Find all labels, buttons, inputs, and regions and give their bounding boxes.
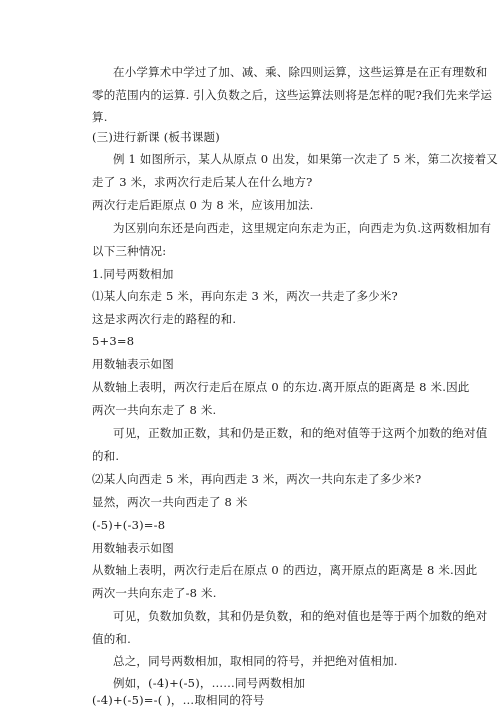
paragraph-line: ⑵某人向西走 5 米，再向西走 3 米，两次一共向东走了多少米? — [92, 472, 422, 486]
equation: (-5)+(-3)=-8 — [92, 518, 166, 532]
equation: 5+3=8 — [92, 334, 135, 348]
paragraph-line: 的和. — [92, 449, 120, 463]
paragraph-line: 例 1 如图所示，某人从原点 0 出发，如果第一次走了 5 米，第二次接着又 — [113, 152, 498, 166]
paragraph-line: 零的范围内的运算. 引入负数之后，这些运算法则将是怎样的呢?我们先来学运 — [92, 88, 493, 102]
paragraph-line: 两次一共向东走了-8 米. — [92, 586, 217, 600]
paragraph-line: 可见，负数加负数，其和仍是负数，和的绝对值也是等于两个加数的绝对 — [113, 609, 488, 623]
paragraph-line: 在小学算术中学过了加、减、乘、除四则运算，这些运算是在正有理数和 — [113, 65, 488, 79]
paragraph-line: 两次行走后距原点 0 为 8 米，应该用加法. — [92, 198, 314, 212]
paragraph-line: 算. — [92, 110, 108, 124]
example-line: 例如，(-4)+(-5)，……同号两数相加 — [113, 676, 306, 690]
paragraph-line: 为区别向东还是向西走，这里规定向东走为正，向西走为负.这两数相加有 — [113, 221, 492, 235]
paragraph-line: 以下三种情况: — [92, 244, 167, 258]
paragraph-line: 用数轴表示如图 — [92, 357, 174, 371]
paragraph-line: 从数轴上表明，两次行走后在原点 0 的东边.离开原点的距离是 8 米.因此 — [92, 380, 470, 394]
paragraph-line: 从数轴上表明，两次行走后在原点 0 的西边，离开原点的距离是 8 米.因此 — [92, 563, 478, 577]
paragraph-line: 值的和. — [92, 632, 131, 646]
subheading: 1.同号两数相加 — [92, 267, 174, 281]
summary-line: 总之，同号两数相加，取相同的符号，并把绝对值相加. — [113, 654, 398, 668]
paragraph-line: ⑴某人向东走 5 米，再向东走 3 米，两次一共走了多少米? — [92, 289, 398, 303]
paragraph-line: 两次一共向东走了 8 米. — [92, 403, 217, 417]
paragraph-line: 走了 3 米，求两次行走后某人在什么地方? — [92, 175, 313, 189]
paragraph-line: 显然，两次一共向西走了 8 米 — [92, 495, 248, 509]
paragraph-line: 可见，正数加正数，其和仍是正数，和的绝对值等于这两个加数的绝对值 — [113, 426, 488, 440]
paragraph-line: 用数轴表示如图 — [92, 541, 174, 555]
example-line: (-4)+(-5)=-( )，…取相同的符号 — [92, 693, 265, 707]
paragraph-line: 这是求两次行走的路程的和. — [92, 312, 237, 326]
section-heading: (三)进行新课 (板书课题) — [92, 130, 220, 144]
